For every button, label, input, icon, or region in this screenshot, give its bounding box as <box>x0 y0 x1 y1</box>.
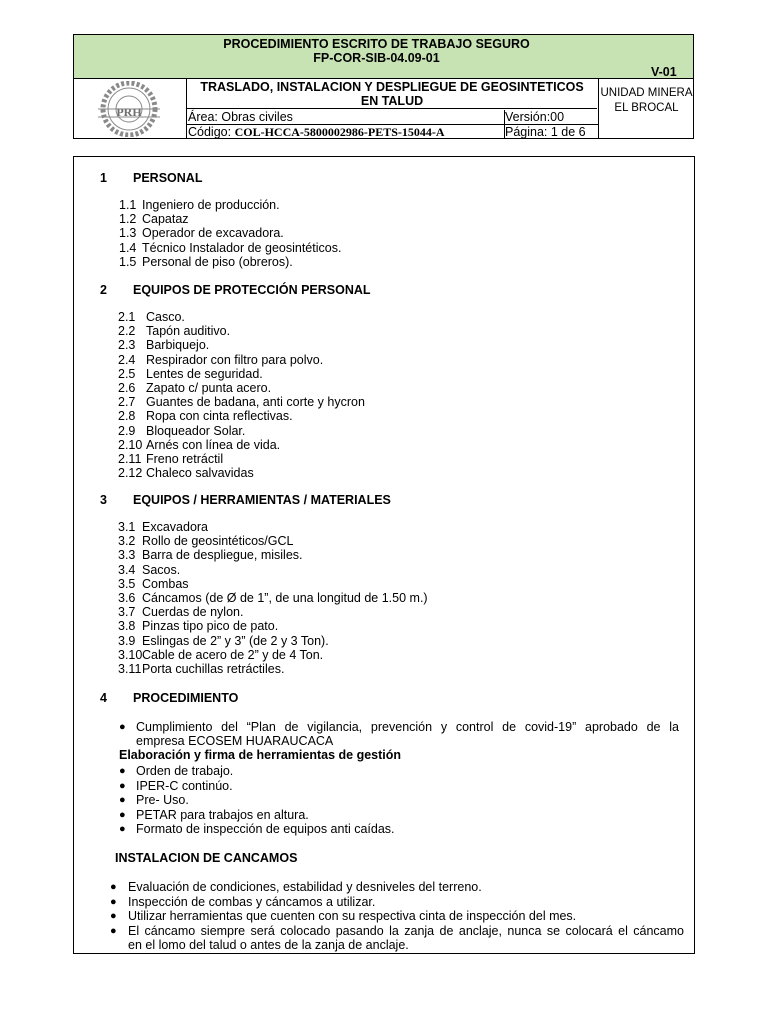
bullet-icon: ● <box>110 910 117 923</box>
bullet-icon: ● <box>119 721 126 733</box>
cancamo-placement-line2: en el lomo del talud o antes de la zanja de anclaje. <box>128 938 409 952</box>
list-item-number: 3.11 <box>118 662 142 676</box>
company-logo <box>94 81 164 137</box>
code-label: Código: <box>188 125 235 139</box>
logo-cell <box>74 79 187 138</box>
unit-cell <box>598 79 694 138</box>
document-title-line1: TRASLADO, INSTALACION Y DESPLIEGUE DE GEOSINTETICOS <box>200 80 584 94</box>
list-item-text: Capataz <box>142 212 189 227</box>
bullet-icon: ● <box>110 881 117 893</box>
unit-name-line1: UNIDAD MINERA <box>600 87 693 99</box>
covid-plan-line1: Cumplimiento del “Plan de vigilancia, prevención y control de covid-19” aprobado de la <box>136 720 679 734</box>
list-item-number: 2.3 <box>118 338 136 353</box>
list-item-number: 2.9 <box>118 423 136 438</box>
unit-name-line2: EL BROCAL <box>614 102 679 114</box>
list-item-number: 3.3 <box>118 548 136 563</box>
list-item-number: 3.1 <box>118 520 136 534</box>
bullet-item-text: Orden de trabajo. <box>136 764 234 778</box>
list-item-number: 3.5 <box>118 576 136 591</box>
list-item-number: 2.5 <box>118 366 136 381</box>
header-title: PROCEDIMIENTO ESCRITO DE TRABAJO SEGURO <box>223 37 530 51</box>
bullet-icon: ● <box>119 808 126 821</box>
version-field: Versión:00 <box>504 110 598 125</box>
list-item-number: 2.11 <box>118 452 142 466</box>
area-field: Área: Obras civiles <box>187 110 505 125</box>
list-item-text: Tapón auditivo. <box>146 324 231 339</box>
bullet-item-text: Pre- Uso. <box>136 793 189 808</box>
bullet-icon: ● <box>119 779 126 792</box>
list-item-text: Combas <box>142 576 189 591</box>
list-item-text: Bloqueador Solar. <box>146 423 246 438</box>
covid-plan-line2: empresa ECOSEM HUARAUCACA <box>136 734 334 748</box>
header-form-code: FP-COR-SIB-04.09-01 <box>313 51 440 65</box>
list-item-text: Barbiquejo. <box>146 338 210 353</box>
list-item-text: Ropa con cinta reflectivas. <box>146 409 293 424</box>
section-title: EQUIPOS DE PROTECCIÓN PERSONAL <box>133 283 371 297</box>
section-number: 3 <box>100 493 107 507</box>
list-item-text: Freno retráctil <box>146 452 224 466</box>
bullet-item-text: Utilizar herramientas que cuenten con su respectiva cinta de inspección del mes. <box>128 909 577 924</box>
section-title: PERSONAL <box>133 171 203 185</box>
list-item-text: Personal de piso (obreros). <box>142 254 293 269</box>
header-title-band <box>74 35 693 79</box>
list-item-number: 2.4 <box>118 352 136 367</box>
list-item-number: 1.1 <box>119 198 137 212</box>
document-title <box>187 79 597 109</box>
bullet-icon: ● <box>119 823 126 836</box>
page-field: Página: 1 de 6 <box>505 125 586 139</box>
list-item-number: 3.4 <box>118 562 136 577</box>
list-item-number: 1.3 <box>119 226 137 241</box>
list-item-number: 2.8 <box>118 409 136 424</box>
bullet-item-text: Formato de inspección de equipos anti caídas. <box>136 822 395 837</box>
bullet-icon: ● <box>119 765 126 777</box>
list-item-text: Arnés con línea de vida. <box>146 437 281 452</box>
list-item-number: 3.9 <box>118 633 136 648</box>
section-title: PROCEDIMIENTO <box>133 691 239 705</box>
document-header <box>73 34 694 139</box>
list-item-text: Operador de excavadora. <box>142 226 284 241</box>
list-item-number: 3.2 <box>118 534 136 549</box>
list-item-number: 3.8 <box>118 619 136 634</box>
list-item-text: Eslingas de 2” y 3” (de 2 y 3 Ton). <box>142 633 329 648</box>
logo-lettering: PRH <box>116 105 142 119</box>
list-item-text: Rollo de geosintéticos/GCL <box>142 534 294 549</box>
list-item-text: Cable de acero de 2” y de 4 Ton. <box>142 647 324 662</box>
document-title-line2: EN TALUD <box>360 94 424 108</box>
bullet-icon: ● <box>119 794 126 807</box>
list-item-text: Cáncamos (de Ø de 1”, de una longitud de 1.50 m.) <box>142 591 428 605</box>
subheading-install-cancamos: INSTALACION DE CANCAMOS <box>115 851 298 865</box>
cancamo-placement-line1: El cáncamo siempre será colocado pasando la zanja de anclaje, nunca se colocará el cáncamo <box>128 924 684 938</box>
list-item-text: Porta cuchillas retráctiles. <box>142 662 285 676</box>
code-value: COL-HCCA-5800002986-PETS-15044-A <box>234 125 445 139</box>
list-item-text: Guantes de badana, anti corte y hycron <box>146 395 365 410</box>
bullet-icon: ● <box>110 895 117 908</box>
list-item-number: 3.10 <box>118 647 143 662</box>
list-item-text: Pinzas tipo pico de pato. <box>142 619 279 634</box>
list-item-number: 2.10 <box>118 437 143 452</box>
list-item-text: Técnico Instalador de geosintéticos. <box>142 240 342 255</box>
list-item-number: 2.1 <box>118 310 136 324</box>
subheading-management-tools: Elaboración y firma de herramientas de gestión <box>119 748 402 762</box>
list-item-text: Sacos. <box>142 562 181 577</box>
bullet-icon: ● <box>110 925 117 937</box>
section-title: EQUIPOS / HERRAMIENTAS / MATERIALES <box>133 493 391 507</box>
list-item-text: Cuerdas de nylon. <box>142 605 244 620</box>
list-item-text: Zapato c/ punta acero. <box>146 381 272 395</box>
list-item-text: Barra de despliegue, misiles. <box>142 548 303 563</box>
bullet-item-text: Evaluación de condiciones, estabilidad y desniveles del terreno. <box>128 880 482 894</box>
bullet-item-text: IPER-C continúo. <box>136 778 233 793</box>
list-item-number: 3.6 <box>118 591 136 605</box>
list-item-text: Respirador con filtro para polvo. <box>146 352 324 367</box>
list-item-text: Casco. <box>146 310 185 324</box>
list-item-text: Ingeniero de producción. <box>142 198 280 212</box>
list-item-number: 1.5 <box>119 254 137 269</box>
list-item-number: 1.2 <box>119 212 137 227</box>
bullet-item-text: PETAR para trabajos en altura. <box>136 807 309 822</box>
list-item-number: 2.6 <box>118 381 136 395</box>
list-item-number: 2.7 <box>118 395 136 410</box>
list-item-number: 2.2 <box>118 324 136 339</box>
section-number: 4 <box>100 691 107 705</box>
code-field <box>187 125 505 139</box>
list-item-text: Chaleco salvavidas <box>146 466 254 481</box>
bullet-item-text: Inspección de combas y cáncamos a utilizar. <box>128 894 376 909</box>
list-item-number: 1.4 <box>119 240 137 255</box>
list-item-number: 2.12 <box>118 466 143 481</box>
section-number: 2 <box>100 283 107 297</box>
list-item-number: 3.7 <box>118 605 136 620</box>
list-item-text: Lentes de seguridad. <box>146 366 263 381</box>
header-version-tag: V-01 <box>651 65 677 79</box>
list-item-text: Excavadora <box>142 520 209 534</box>
section-number: 1 <box>100 171 107 185</box>
